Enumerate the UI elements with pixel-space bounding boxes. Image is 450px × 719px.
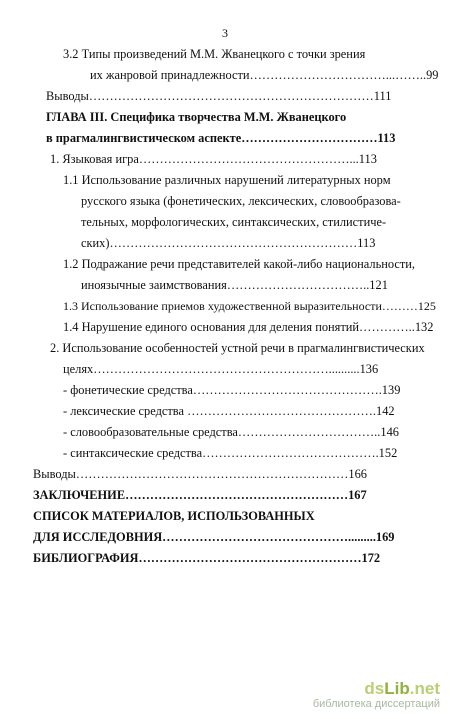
toc-entry-1-2-line-1: 1.2 Подражание речи представителей какой-либо национальности, <box>63 257 416 271</box>
toc-chapter-3-title: ГЛАВА III. Специфика творчества М.М. Жванецкого <box>46 110 347 124</box>
toc-entry-conclusions-3: Выводы…………………………………………………………166 <box>33 467 368 481</box>
toc-entry-lexical: - лексические средства ……………………………………….142 <box>63 404 395 418</box>
page-number: 3 <box>222 26 228 40</box>
toc-entry-conclusions-2: Выводы……………………………………………………………111 <box>46 89 392 103</box>
toc-conclusion: ЗАКЛЮЧЕНИЕ………………………………………………167 <box>33 488 367 502</box>
toc-chapter-3-page: в прагмалингвистическом аспекте……………………………113 <box>46 131 396 145</box>
toc-entry-3-2-page: их жанровой принадлежности……………………………...……..99 <box>90 68 439 82</box>
toc-materials-title: СПИСОК МАТЕРИАЛОВ, ИСПОЛЬЗОВАННЫХ <box>33 509 315 523</box>
toc-entry-word-formation: - словообразовательные средства……………………………..146 <box>63 425 399 439</box>
watermark-caption: библиотека диссертаций <box>312 698 440 710</box>
toc-entry-2-line-1: 2. Использование особенностей устной речи в прагмалингвистических <box>50 341 425 355</box>
toc-materials-page: ДЛЯ ИССЛЕДОВНИЯ……………………………………….........169 <box>33 530 395 544</box>
toc-entry-2-page: целях…………………………………………………..........136 <box>63 362 379 376</box>
toc-entry-1-1-line-2: русского языка (фонетических, лексических, словообразова- <box>81 194 401 208</box>
dslib-watermark <box>313 680 440 711</box>
toc-bibliography: БИБЛИОГРАФИЯ………………………………………………172 <box>33 551 381 565</box>
toc-entry-1-2-page: иноязычные заимствования……………………………..121 <box>81 278 388 292</box>
toc-entry-1-1-line-3: тельных, морфологических, синтаксических, стилистиче- <box>81 215 387 229</box>
toc-entry-3-2-title: 3.2 Типы произведений М.М. Жванецкого с точки зрения <box>63 47 366 61</box>
toc-entry-phonetic: - фонетические средства……………………………………….139 <box>63 383 401 397</box>
toc-entry-1-1-line-1: 1.1 Использование различных нарушений литературных норм <box>63 173 391 187</box>
dslib-logo: dsLib.net <box>364 679 440 698</box>
toc-entry-1: 1. Языковая игра……………………………………………...113 <box>50 152 377 166</box>
toc-entry-syntactic: - синтаксические средства…………………………………….152 <box>63 446 398 460</box>
toc-entry-1-4: 1.4 Нарушение единого основания для деления понятий…………..132 <box>63 320 434 334</box>
toc-entry-1-1-page: ских)……………………………………………………113 <box>81 236 376 250</box>
toc-entry-1-3: 1.3 Использование приемов художественной выразительности………125 <box>63 299 436 313</box>
